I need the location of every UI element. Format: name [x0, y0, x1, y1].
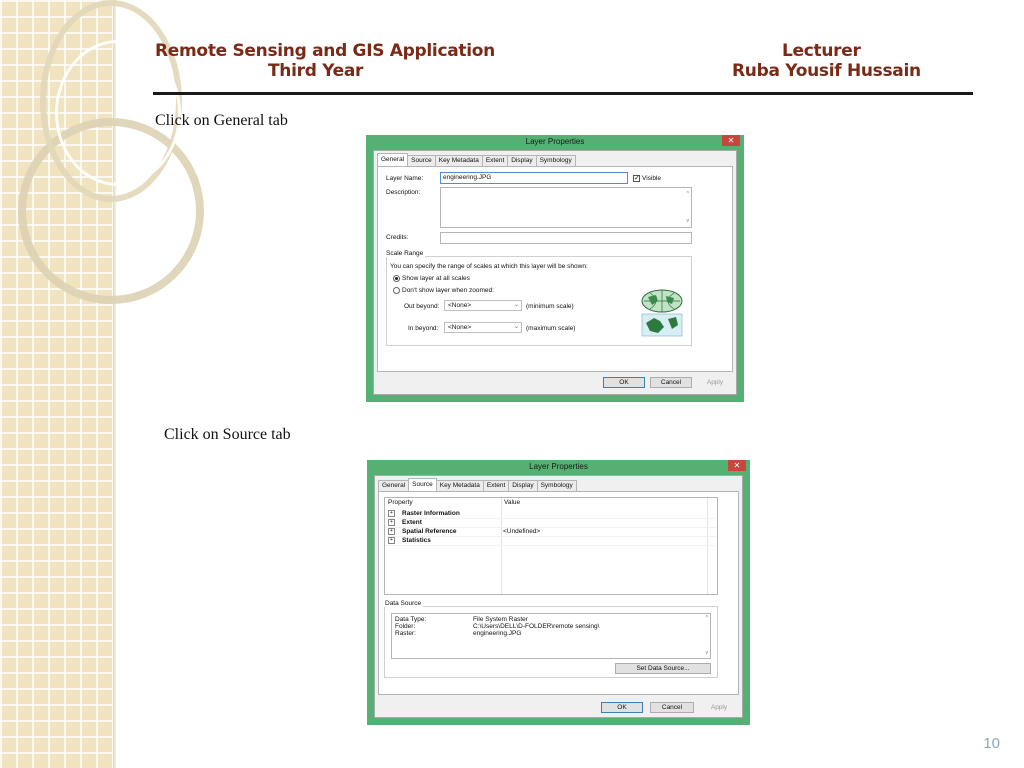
course-year: Third Year [268, 61, 364, 81]
tab-display[interactable]: Display [507, 155, 536, 166]
expand-icon[interactable]: + [388, 519, 395, 526]
cancel-button[interactable]: Cancel [650, 377, 692, 388]
expand-icon[interactable]: + [388, 537, 395, 544]
property-column-header[interactable]: Property [388, 499, 413, 506]
dialog-body [374, 475, 743, 718]
tab-symbology[interactable]: Symbology [537, 480, 577, 491]
chevron-down-icon: ⌄ [513, 302, 519, 308]
out-beyond-value: <None> [448, 302, 472, 309]
close-button[interactable]: ✕ [728, 460, 746, 471]
course-title: Remote Sensing and GIS Application [155, 41, 495, 61]
scale-help-text: You can specify the range of scales at which this layer will be shown: [390, 263, 588, 270]
data-source-label: Data Source [385, 600, 422, 607]
ds-key: Folder: [395, 623, 416, 630]
in-beyond-value: <None> [448, 324, 472, 331]
data-source-textbox[interactable] [391, 613, 711, 659]
minimum-scale-hint: (minimum scale) [526, 303, 574, 310]
lecturer-label: Lecturer [782, 41, 861, 61]
page-number: 10 [983, 735, 1000, 752]
scroll-up-icon[interactable]: ^ [686, 191, 689, 197]
table-row[interactable] [385, 536, 717, 546]
scroll-down-icon[interactable]: v [705, 650, 708, 656]
ok-button[interactable]: OK [601, 702, 643, 713]
dont-show-zoomed-label: Don't show layer when zoomed: [402, 287, 494, 294]
value-column-header[interactable]: Value [504, 499, 521, 506]
tab-general[interactable]: General [378, 480, 409, 491]
tab-general[interactable]: General [377, 153, 408, 166]
caption-general-tab: Click on General tab [155, 112, 288, 129]
scroll-up-icon[interactable]: ^ [705, 615, 708, 621]
apply-button[interactable]: Apply [710, 704, 728, 711]
visible-checkbox[interactable]: ✓ [634, 175, 640, 182]
row-property: Extent [402, 519, 422, 526]
maximum-scale-hint: (maximum scale) [526, 325, 576, 332]
show-all-scales-label: Show layer at all scales [402, 275, 470, 282]
dialog-title: Layer Properties [529, 462, 588, 471]
in-beyond-label: In beyond: [408, 325, 439, 332]
layer-name-input[interactable]: engineering.JPG [440, 172, 628, 184]
ds-key: Raster: [395, 630, 416, 637]
dialog-title: Layer Properties [525, 137, 585, 146]
tab-source[interactable]: Source [407, 155, 436, 166]
dialog-body [373, 150, 737, 395]
chevron-down-icon: ⌄ [513, 324, 519, 330]
show-all-scales-radio[interactable] [393, 275, 400, 282]
layer-properties-dialog-general [366, 135, 744, 402]
lecturer-name: Ruba Yousif Hussain [732, 61, 921, 81]
row-property: Raster Information [402, 510, 460, 517]
out-beyond-select[interactable] [444, 300, 522, 311]
tab-symbology[interactable]: Symbology [536, 155, 576, 166]
layer-properties-dialog-source [367, 460, 750, 725]
layer-name-label: Layer Name: [386, 175, 424, 182]
cancel-button[interactable]: Cancel [650, 702, 694, 713]
row-value: <Undefined> [503, 528, 541, 535]
ds-value: engineering.JPG [473, 630, 522, 637]
scale-range-label: Scale Range [386, 250, 424, 257]
expand-icon[interactable]: + [388, 528, 395, 535]
ds-value: C:\Users\DELL\D-FOLDER\remote sensing\ [473, 623, 600, 630]
expand-icon[interactable]: + [388, 510, 395, 517]
source-tab-page [378, 491, 739, 695]
ok-button[interactable]: OK [603, 377, 645, 388]
credits-input[interactable] [440, 232, 692, 244]
visible-label: Visible [642, 175, 662, 182]
tab-source[interactable]: Source [408, 478, 437, 491]
tab-extent[interactable]: Extent [482, 155, 508, 166]
close-button[interactable]: ✕ [722, 135, 740, 146]
header-rule [153, 92, 973, 95]
tab-strip [378, 480, 576, 491]
caption-source-tab: Click on Source tab [164, 426, 291, 443]
ds-value: File System Raster [473, 616, 528, 623]
tab-key-metadata[interactable]: Key Metadata [435, 155, 483, 166]
description-label: Description: [386, 189, 421, 196]
row-property: Spatial Reference [402, 528, 457, 535]
property-grid [384, 497, 718, 595]
globe-world-icon [640, 289, 684, 337]
apply-button[interactable]: Apply [706, 379, 724, 386]
scroll-down-icon[interactable]: v [686, 218, 689, 224]
tab-key-metadata[interactable]: Key Metadata [436, 480, 484, 491]
tab-extent[interactable]: Extent [483, 480, 509, 491]
tab-display[interactable]: Display [508, 480, 537, 491]
credits-label: Credits: [386, 234, 409, 241]
description-textarea[interactable] [440, 187, 692, 228]
row-property: Statistics [402, 537, 431, 544]
out-beyond-label: Out beyond: [404, 303, 440, 310]
in-beyond-select[interactable] [444, 322, 522, 333]
set-data-source-button[interactable]: Set Data Source... [615, 663, 711, 674]
dont-show-zoomed-radio[interactable] [393, 287, 400, 294]
general-tab-page [377, 166, 733, 372]
ds-key: Data Type: [395, 616, 427, 623]
tab-strip [377, 155, 575, 166]
